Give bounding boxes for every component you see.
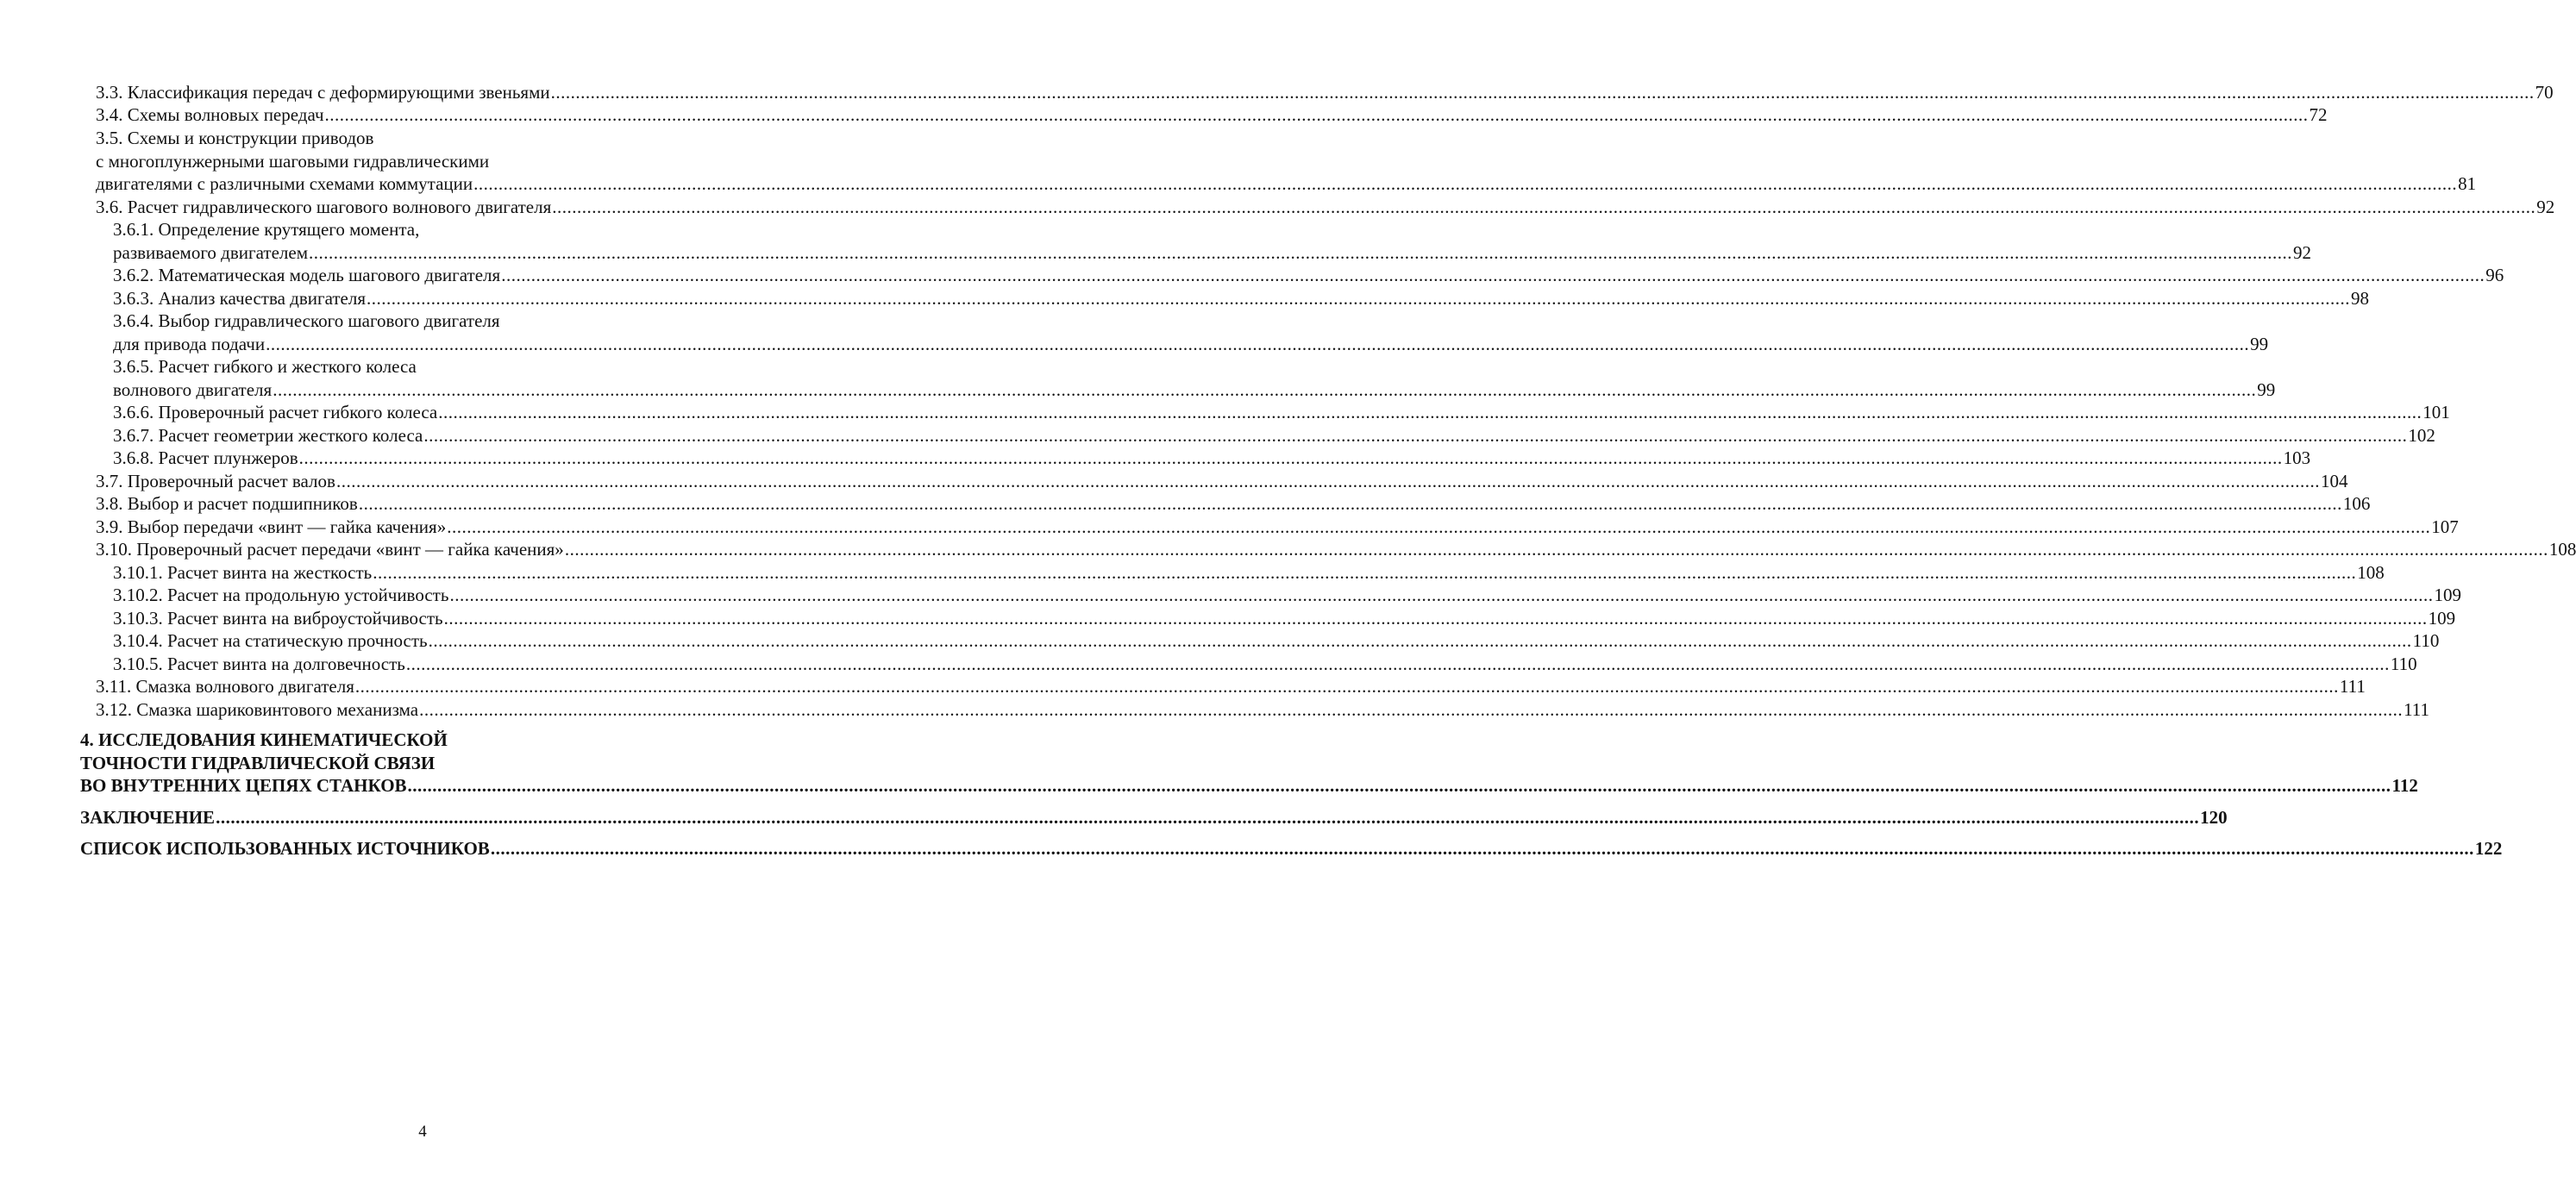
toc-chapter-entry[interactable] <box>80 806 2228 829</box>
toc-leader: ................................................................................................................................................................................................................................................................................................................................................................................................................ <box>501 265 2485 285</box>
toc-entry-title: 3.6.3. Анализ качества двигателя <box>113 288 367 309</box>
toc-entry-title: 3.8. Выбор и расчет подшипников <box>96 493 358 514</box>
toc-entry[interactable] <box>113 607 2456 629</box>
toc-entry[interactable] <box>113 287 2370 310</box>
toc-entry[interactable] <box>113 424 2435 447</box>
toc-entry-title: двигателями с различными схемами коммутации <box>96 173 473 194</box>
toc-leader: ................................................................................................................................................................................................................................................................................................................................................................................................................ <box>419 699 2404 720</box>
toc-entry-title: 3.6.4. Выбор гидравлического шагового двигателя <box>113 310 500 331</box>
toc-entry[interactable] <box>96 81 2554 103</box>
toc-entry-page: 106 <box>2342 493 2371 514</box>
toc-entry-title: 3.6.8. Расчет плунжеров <box>113 447 298 468</box>
toc-entry-title: 3.6.2. Математическая модель шагового двигателя <box>113 265 501 285</box>
toc-entry-page: 98 <box>2351 288 2370 309</box>
toc-leader: ................................................................................................................................................................................................................................................................................................................................................................................................................ <box>309 242 2292 263</box>
toc-entry[interactable] <box>113 401 2450 423</box>
toc-entry-title: 3.4. Схемы волновых передач <box>96 104 324 125</box>
toc-entry[interactable] <box>96 196 2555 218</box>
toc-entry-title: 3.10.4. Расчет на статическую прочность <box>113 630 428 651</box>
toc-entry-page: 102 <box>2408 425 2435 446</box>
toc-entry-page: 99 <box>2257 379 2276 400</box>
toc-entry-title: СПИСОК ИСПОЛЬЗОВАННЫХ ИСТОЧНИКОВ <box>80 838 490 859</box>
toc-entry-title: с многоплунжерными шаговыми гидравлическими <box>96 151 490 172</box>
toc-entry[interactable] <box>113 264 2504 286</box>
toc-entry-page: 110 <box>2412 630 2440 651</box>
toc-entry[interactable] <box>113 447 2311 469</box>
toc-entry-page: 92 <box>2293 242 2311 263</box>
toc-entry[interactable] <box>96 492 2371 515</box>
toc-entry-page: 111 <box>2404 699 2430 720</box>
toc-entry[interactable] <box>96 470 2348 492</box>
toc-entry-title: 3.6.1. Определение крутящего момента, <box>113 219 420 240</box>
toc-chapter-title: 4. ИССЛЕДОВАНИЯ КИНЕМАТИЧЕСКОЙ <box>80 729 448 750</box>
toc-entry-title: 3.10.3. Расчет винта на виброустойчивость <box>113 608 443 629</box>
toc-entry[interactable] <box>96 538 2576 560</box>
toc-leader: ................................................................................................................................................................................................................................................................................................................................................................................................................ <box>298 447 2283 468</box>
toc-entry-page: 107 <box>2431 516 2459 537</box>
toc-entry-title: 3.3. Классификация передач с деформирующими звеньями <box>96 82 550 103</box>
toc-entry[interactable] <box>113 379 2276 401</box>
toc-leader: ................................................................................................................................................................................................................................................................................................................................................................................................................ <box>358 493 2342 514</box>
toc-entry-page: 109 <box>2428 608 2456 629</box>
toc-leader: ................................................................................................................................................................................................................................................................................................................................................................................................................ <box>490 838 2474 859</box>
toc-entry-title: 3.7. Проверочный расчет валов <box>96 471 335 491</box>
toc-chapter-entry[interactable] <box>80 774 2418 797</box>
toc-entry-title: 3.10.5. Расчет винта на долговечность <box>113 654 405 674</box>
toc-entry[interactable] <box>113 561 2385 584</box>
toc-entry-page: 70 <box>2535 82 2554 103</box>
toc-leader: ................................................................................................................................................................................................................................................................................................................................................................................................................ <box>447 516 2431 537</box>
toc-leader: ................................................................................................................................................................................................................................................................................................................................................................................................................ <box>324 104 2309 125</box>
toc-entry-title: развиваемого двигателем <box>113 242 308 263</box>
toc-entry-page: 96 <box>2485 265 2504 285</box>
toc-entry-title: для привода подачи <box>113 334 266 354</box>
toc-entry-title: ЗАКЛЮЧЕНИЕ <box>80 807 216 828</box>
toc-leader: ................................................................................................................................................................................................................................................................................................................................................................................................................ <box>438 402 2422 422</box>
toc-entry-title: 3.6.5. Расчет гибкого и жесткого колеса <box>113 356 417 377</box>
toc-entry[interactable] <box>113 241 2311 264</box>
toc-entry-page: 109 <box>2434 585 2461 605</box>
toc-leader: ................................................................................................................................................................................................................................................................................................................................................................................................................ <box>273 379 2257 400</box>
toc-leader: ................................................................................................................................................................................................................................................................................................................................................................................................................ <box>564 539 2548 560</box>
toc-entry-title: 3.6.7. Расчет геометрии жесткого колеса <box>113 425 423 446</box>
toc-leader: ................................................................................................................................................................................................................................................................................................................................................................................................................ <box>449 585 2434 605</box>
toc-entry-title: 3.6.6. Проверочный расчет гибкого колеса <box>113 402 438 422</box>
toc-leader: ................................................................................................................................................................................................................................................................................................................................................................................................................ <box>405 654 2390 674</box>
toc-entry-page: 120 <box>2200 807 2228 828</box>
toc-entry-title: 3.9. Выбор передачи «винт — гайка качения» <box>96 516 447 537</box>
toc-entry-page: 122 <box>2474 838 2503 859</box>
toc-leader: ................................................................................................................................................................................................................................................................................................................................................................................................................ <box>373 562 2357 583</box>
toc-entry-page: 112 <box>2391 775 2418 796</box>
toc-entry-page: 103 <box>2283 447 2311 468</box>
toc-leader: ................................................................................................................................................................................................................................................................................................................................................................................................................ <box>428 630 2412 651</box>
toc-entry-title: ВО ВНУТРЕННИХ ЦЕПЯХ СТАНКОВ <box>80 775 407 796</box>
toc-entry-page: 108 <box>2357 562 2385 583</box>
toc-leader: ................................................................................................................................................................................................................................................................................................................................................................................................................ <box>550 82 2535 103</box>
toc-chapter-title: ТОЧНОСТИ ГИДРАВЛИЧЕСКОЙ СВЯЗИ <box>80 753 436 773</box>
toc-leader: ................................................................................................................................................................................................................................................................................................................................................................................................................ <box>354 676 2339 697</box>
toc-entry-page: 92 <box>2536 197 2555 217</box>
toc-leader: ................................................................................................................................................................................................................................................................................................................................................................................................................ <box>552 197 2536 217</box>
toc-entry-title: 3.10. Проверочный расчет передачи «винт — гайка качения» <box>96 539 564 560</box>
toc-entry[interactable] <box>96 103 2328 126</box>
toc-entry[interactable] <box>96 698 2430 721</box>
toc-leader: ................................................................................................................................................................................................................................................................................................................................................................................................................ <box>266 334 2250 354</box>
toc-entry[interactable] <box>113 584 2461 606</box>
toc-entry-title: 3.5. Схемы и конструкции приводов <box>96 128 374 148</box>
toc-entry[interactable] <box>96 172 2477 195</box>
toc-entry-title: 3.11. Смазка волнового двигателя <box>96 676 354 697</box>
toc-entry[interactable] <box>96 675 2366 698</box>
toc-entry[interactable] <box>113 653 2417 675</box>
toc-leader: ................................................................................................................................................................................................................................................................................................................................................................................................................ <box>407 775 2391 796</box>
toc-leader: ................................................................................................................................................................................................................................................................................................................................................................................................................ <box>216 807 2200 828</box>
toc-entry-title: 3.6. Расчет гидравлического шагового волнового двигателя <box>96 197 552 217</box>
page-number: 4 <box>418 1123 427 1141</box>
toc-chapter-entry[interactable] <box>80 837 2503 860</box>
toc-entry[interactable] <box>96 516 2459 538</box>
toc-entry-title: 3.12. Смазка шариковинтового механизма <box>96 699 419 720</box>
toc-entry-page: 108 <box>2548 539 2576 560</box>
toc-leader: ................................................................................................................................................................................................................................................................................................................................................................................................................ <box>473 173 2458 194</box>
toc-leader: ................................................................................................................................................................................................................................................................................................................................................................................................................ <box>367 288 2351 309</box>
toc-entry[interactable] <box>113 629 2440 652</box>
toc-entry-page: 99 <box>2250 334 2269 354</box>
toc-leader: ................................................................................................................................................................................................................................................................................................................................................................................................................ <box>443 608 2428 629</box>
toc-entry-page: 101 <box>2422 402 2450 422</box>
toc-entry-title: 3.10.2. Расчет на продольную устойчивость <box>113 585 449 605</box>
toc-entry-page: 104 <box>2320 471 2348 491</box>
toc-entry-page: 72 <box>2309 104 2328 125</box>
toc-entry[interactable] <box>113 333 2269 355</box>
toc-entry-page: 110 <box>2390 654 2417 674</box>
toc-entry-title: 3.10.1. Расчет винта на жесткость <box>113 562 373 583</box>
toc-entry-title: волнового двигателя <box>113 379 273 400</box>
toc-entry-page: 81 <box>2458 173 2477 194</box>
toc-entry-page: 111 <box>2339 676 2366 697</box>
toc-leader: ................................................................................................................................................................................................................................................................................................................................................................................................................ <box>335 471 2320 491</box>
toc-leader: ................................................................................................................................................................................................................................................................................................................................................................................................................ <box>423 425 2408 446</box>
